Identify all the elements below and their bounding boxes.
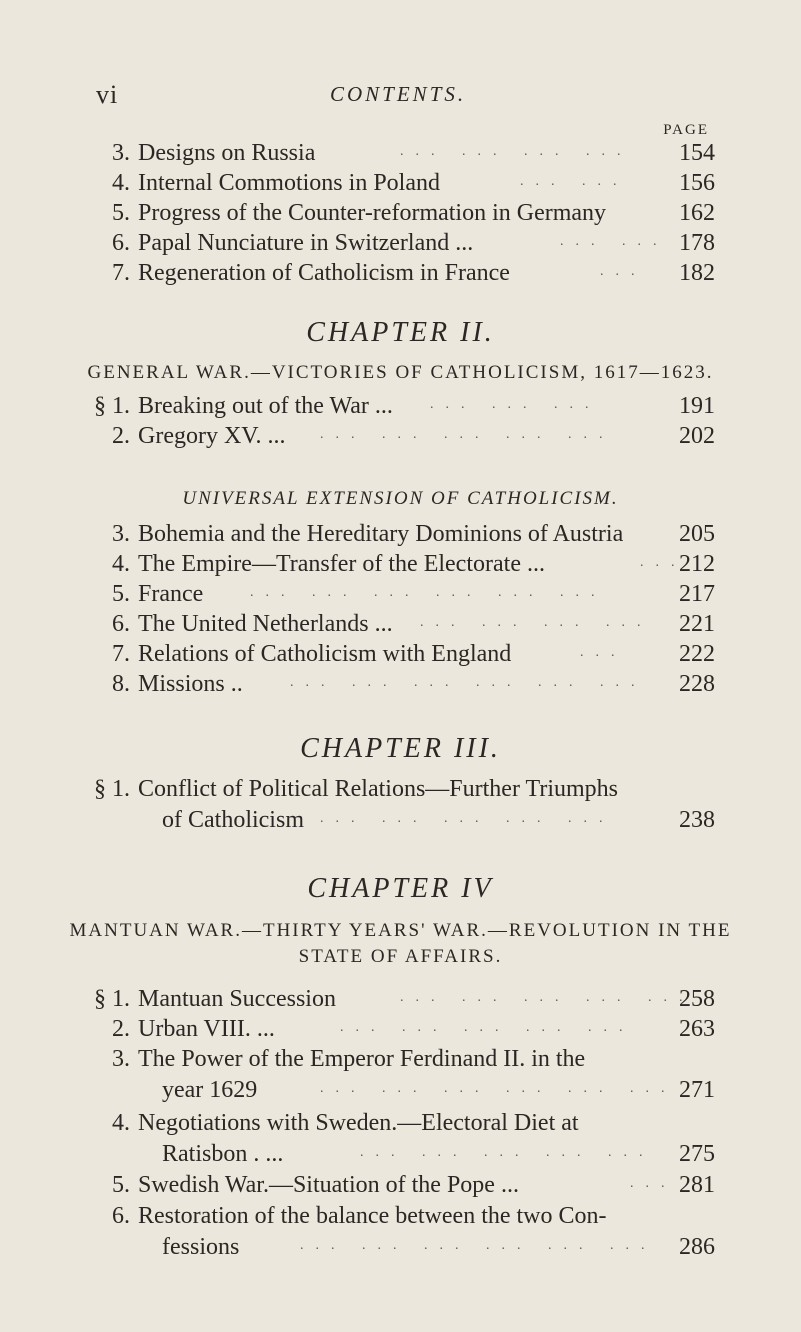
- chapter-heading: CHAPTER IV: [307, 873, 494, 904]
- entry-title: Breaking out of the War ...: [138, 393, 393, 419]
- entry-page: 263: [679, 1016, 715, 1042]
- leader-dots: ... ... ... ...: [420, 615, 653, 630]
- leader-dots: ... ... ... ... ...: [400, 990, 695, 1005]
- entry-title: Mantuan Succession: [138, 986, 336, 1012]
- entry-number: 4.: [112, 551, 130, 577]
- leader-dots: ... ... ... ... ... ...: [290, 675, 647, 690]
- leader-dots: ... ... ... ... ...: [360, 1145, 655, 1160]
- leader-dots: ... ... ... ... ...: [340, 1020, 635, 1035]
- entry-number: 4.: [112, 1110, 130, 1136]
- entry-number: 6.: [112, 1203, 130, 1229]
- entry-page: 228: [679, 671, 715, 697]
- entry-title: Bohemia and the Hereditary Dominions of Austria: [138, 521, 624, 547]
- entry-page: 178: [679, 230, 715, 256]
- entry-number: 6.: [112, 611, 130, 637]
- entry-title-continued: of Catholicism: [162, 807, 304, 833]
- entry-page: 154: [679, 140, 715, 166]
- entry-number: 3.: [112, 521, 130, 547]
- running-head: [0, 80, 801, 110]
- entry-title-continued: Ratisbon . ...: [162, 1141, 284, 1167]
- entry-page: 162: [679, 200, 715, 226]
- entry-title-continued: fessions: [162, 1234, 240, 1260]
- leader-dots: ... ... ... ... ... ...: [300, 1238, 657, 1253]
- entry-page: 258: [679, 986, 715, 1012]
- entry-number: 6.: [112, 230, 130, 256]
- entry-number: 7.: [112, 641, 130, 667]
- entry-title: Papal Nunciature in Switzerland ...: [138, 230, 474, 256]
- leader-dots: ...: [600, 264, 647, 279]
- entry-page: 275: [679, 1141, 715, 1167]
- entry-title: The United Netherlands ...: [138, 611, 393, 637]
- section-subheading: UNIVERSAL EXTENSION OF CATHOLICISM.: [182, 488, 619, 509]
- leader-dots: ...: [580, 645, 627, 660]
- entry-title: France: [138, 581, 204, 607]
- entry-page: 271: [679, 1077, 715, 1103]
- leader-dots: ... ... ... ...: [400, 144, 633, 159]
- leader-dots: ... ... ... ... ... ...: [250, 585, 607, 600]
- entry-title: Missions ..: [138, 671, 243, 697]
- entry-number: 5.: [112, 200, 130, 226]
- entry-number: 7.: [112, 260, 130, 286]
- entry-title: Internal Commotions in Poland: [138, 170, 440, 196]
- page-column-label: PAGE: [663, 122, 709, 138]
- entry-page: 202: [679, 423, 715, 449]
- entry-title: Gregory XV. ...: [138, 423, 286, 449]
- entry-title: The Power of the Emperor Ferdinand II. in the: [138, 1046, 586, 1072]
- chapter-subtitle: MANTUAN WAR.—THIRTY YEARS' WAR.—REVOLUTION IN THE: [69, 920, 732, 941]
- leader-dots: ...: [630, 1176, 677, 1191]
- entry-number: 3.: [112, 1046, 130, 1072]
- entry-title: Designs on Russia: [138, 140, 316, 166]
- entry-number: § 1.: [94, 776, 130, 802]
- entry-page: 205: [679, 521, 715, 547]
- entry-title-continued: year 1629: [162, 1077, 258, 1103]
- entry-title: Restoration of the balance between the two Con-: [138, 1203, 607, 1229]
- leader-dots: ... ... ...: [430, 397, 601, 412]
- entry-page: 281: [679, 1172, 715, 1198]
- chapter-heading: CHAPTER III.: [300, 733, 501, 764]
- entry-title: Relations of Catholicism with England: [138, 641, 512, 667]
- entry-number: 2.: [112, 1016, 130, 1042]
- leader-dots: ...: [640, 555, 687, 570]
- running-title: CONTENTS.: [330, 82, 467, 106]
- entry-number: 2.: [112, 423, 130, 449]
- entry-page: 217: [679, 581, 715, 607]
- entry-title: Swedish War.—Situation of the Pope ...: [138, 1172, 519, 1198]
- leader-dots: ... ... ... ... ... ...: [320, 1081, 677, 1096]
- entry-number: § 1.: [94, 393, 130, 419]
- entry-page: 238: [679, 807, 715, 833]
- leader-dots: ... ... ... ... ...: [320, 811, 615, 826]
- entry-number: 3.: [112, 140, 130, 166]
- leader-dots: ... ...: [520, 174, 629, 189]
- entry-title: Conflict of Political Relations—Further Triumphs: [138, 776, 618, 802]
- entry-number: 5.: [112, 1172, 130, 1198]
- leader-dots: ... ...: [560, 234, 669, 249]
- entry-title: Urban VIII. ...: [138, 1016, 275, 1042]
- entry-number: 4.: [112, 170, 130, 196]
- page-folio: vi: [96, 80, 119, 109]
- entry-title: Progress of the Counter-reformation in Germany: [138, 200, 607, 226]
- entry-page: 221: [679, 611, 715, 637]
- leader-dots: ... ... ... ... ...: [320, 427, 615, 442]
- entry-page: 286: [679, 1234, 715, 1260]
- entry-number: 8.: [112, 671, 130, 697]
- chapter-subtitle: GENERAL WAR.—VICTORIES OF CATHOLICISM, 1617—1623.: [87, 362, 714, 383]
- entry-title: The Empire—Transfer of the Electorate ...: [138, 551, 545, 577]
- entry-page: 212: [679, 551, 715, 577]
- entry-number: 5.: [112, 581, 130, 607]
- entry-page: 191: [679, 393, 715, 419]
- entry-page: 222: [679, 641, 715, 667]
- entry-page: 156: [679, 170, 715, 196]
- chapter-subtitle-continued: STATE OF AFFAIRS.: [298, 946, 503, 967]
- entry-title: Regeneration of Catholicism in France: [138, 260, 510, 286]
- chapter-heading: CHAPTER II.: [306, 317, 495, 348]
- entry-number: § 1.: [94, 986, 130, 1012]
- entry-page: 182: [679, 260, 715, 286]
- entry-title: Negotiations with Sweden.—Electoral Diet at: [138, 1110, 579, 1136]
